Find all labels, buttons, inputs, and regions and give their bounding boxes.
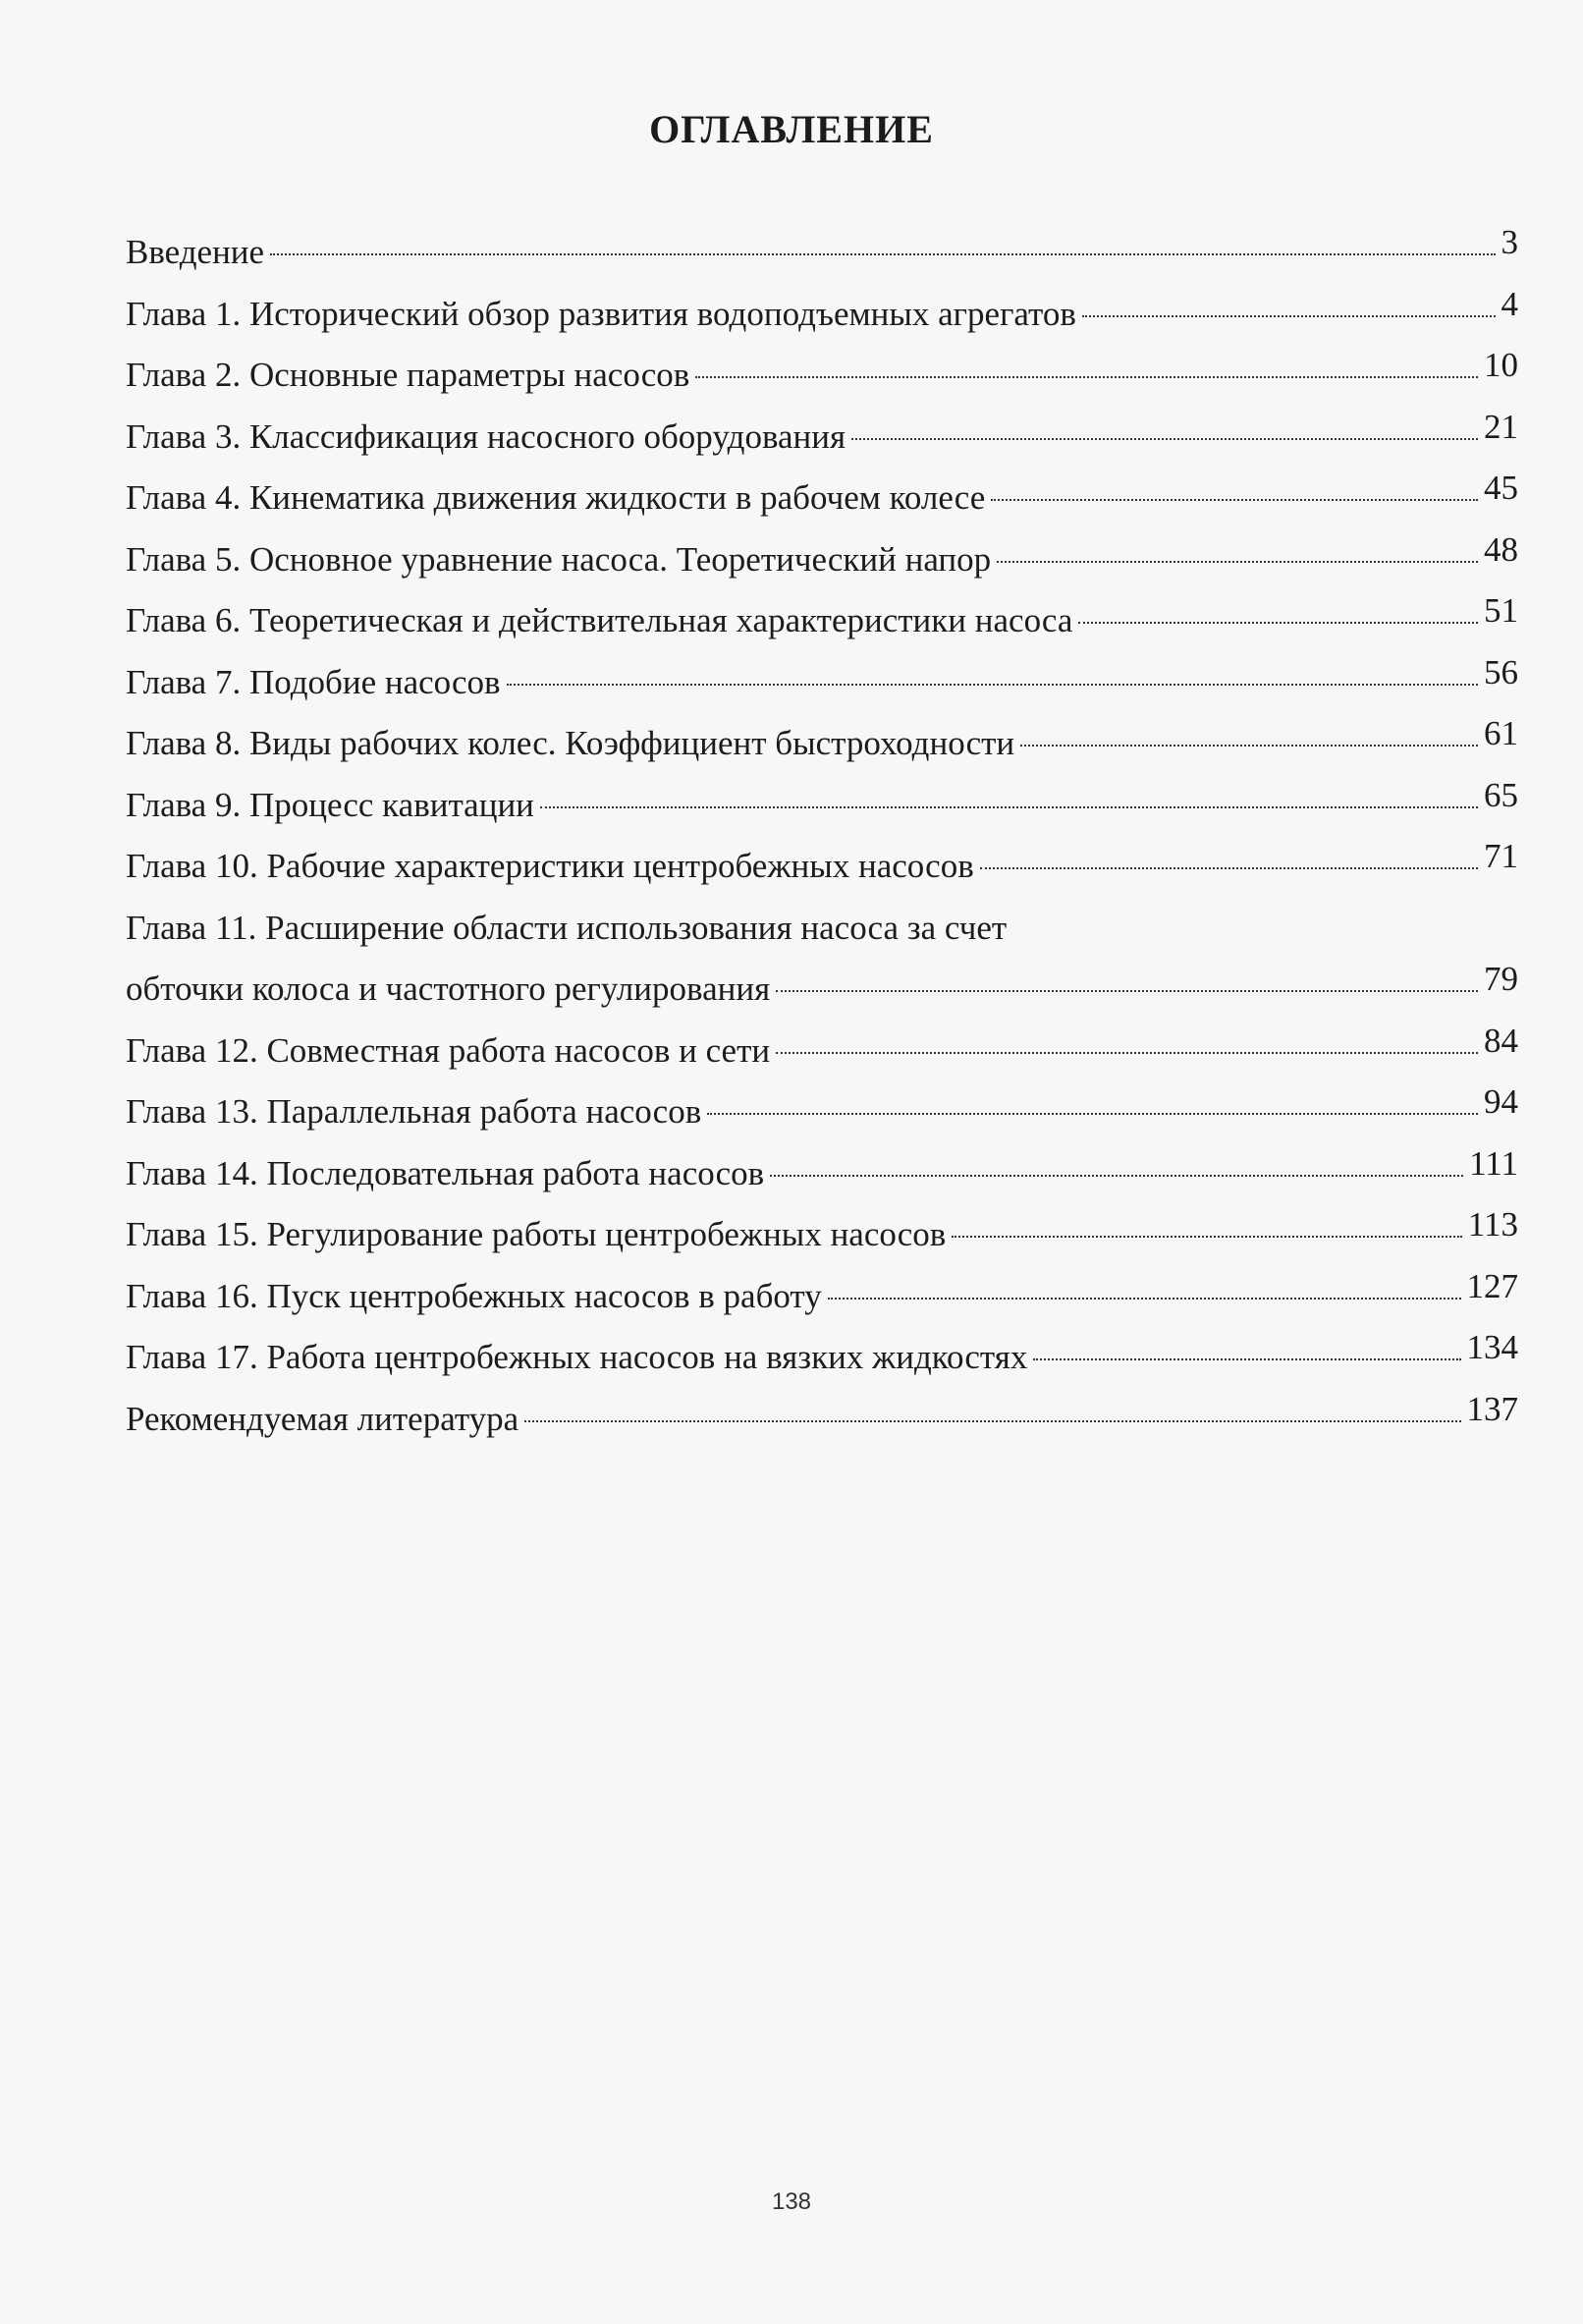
toc-entry-page: 127: [1466, 1266, 1518, 1305]
toc-entry-introduction: [126, 222, 1518, 284]
dot-leader: [997, 561, 1478, 563]
toc-entry-title: Глава 15. Регулирование работы центробежных насосов: [126, 1215, 947, 1253]
toc-entry-title: Глава 8. Виды рабочих колес. Коэффициент быстроходности: [126, 724, 1015, 762]
toc-entry-title: Глава 4. Кинематика движения жидкости в рабочем колесе: [126, 478, 986, 517]
page-title: ОГЛАВЛЕНИЕ: [649, 107, 934, 151]
dot-leader: [851, 438, 1478, 440]
toc-entry-title: Глава 2. Основные параметры насосов: [126, 356, 690, 394]
dot-leader: [776, 990, 1478, 992]
toc-entry-chapter-13: [126, 1081, 1518, 1143]
toc-entry-chapter-9: [126, 775, 1518, 837]
toc-entry-title: Глава 17. Работа центробежных насосов на вязких жидкостях: [126, 1338, 1028, 1376]
toc-entry-title: Глава 7. Подобие насосов: [126, 662, 501, 701]
toc-entry-page: 94: [1484, 1082, 1518, 1121]
toc-entry-references: [126, 1389, 1518, 1451]
dot-leader: [707, 1113, 1478, 1115]
toc-entry-title: Глава 10. Рабочие характеристики центробежных насосов: [126, 847, 974, 885]
toc-entry-title: Глава 9. Процесс кавитации: [126, 785, 534, 824]
toc-entry-chapter-6: [126, 590, 1518, 652]
toc-entry-title: Введение: [126, 233, 265, 271]
toc-entry-chapter-12: [126, 1021, 1518, 1082]
toc-entry-title: Глава 6. Теоретическая и действительная характеристики насоса: [126, 601, 1073, 639]
toc-entry-page: 61: [1484, 714, 1518, 752]
toc-entry-chapter-1: [126, 284, 1518, 346]
dot-leader: [1082, 315, 1496, 317]
toc-entry-title: Глава 5. Основное уравнение насоса. Теоретический напор: [126, 539, 992, 579]
dot-leader: [1078, 622, 1478, 624]
toc-entry-chapter-5: [126, 529, 1518, 591]
toc-entry-chapter-7: [126, 652, 1518, 714]
dot-leader: [980, 867, 1478, 869]
toc-entry-page: 21: [1484, 407, 1518, 446]
dot-leader: [540, 806, 1478, 808]
toc-entry-page: 134: [1466, 1328, 1518, 1366]
toc-entry-chapter-14: [126, 1143, 1518, 1205]
toc-entry-page: 111: [1469, 1143, 1518, 1183]
toc-entry-page: 56: [1484, 652, 1518, 692]
toc-entry-title: Глава 14. Последовательная работа насосов: [126, 1153, 765, 1192]
toc-entry-page: 3: [1501, 223, 1518, 261]
toc-entry-title: Глава 1. Исторический обзор развития водоподъемных агрегатов: [126, 294, 1076, 333]
toc-entry-title: Глава 3. Классификация насосного оборудования: [126, 416, 846, 456]
toc-entry-page: 65: [1484, 775, 1518, 814]
toc-entry-continuation: [126, 959, 1518, 1021]
table-of-contents: [126, 222, 1518, 1450]
dot-leader: [991, 499, 1478, 501]
toc-entry-page: 71: [1484, 837, 1518, 875]
toc-entry-page: 10: [1484, 346, 1518, 384]
toc-entry-title: Глава 16. Пуск центробежных насосов в работу: [126, 1276, 822, 1315]
dot-leader: [828, 1298, 1461, 1300]
toc-entry-page: 79: [1484, 960, 1518, 998]
toc-entry-chapter-8: [126, 713, 1518, 775]
toc-entry-title-continuation: обточки колоса и частотного регулирования: [126, 969, 771, 1008]
toc-entry-chapter-10: [126, 836, 1518, 898]
toc-entry-page: 4: [1501, 284, 1518, 323]
toc-entry-title: Глава 13. Параллельная работа насосов: [126, 1092, 702, 1131]
toc-entry-title: Глава 12. Совместная работа насосов и сети: [126, 1030, 771, 1070]
page-number: 138: [771, 2188, 812, 2215]
dot-leader: [1033, 1358, 1460, 1360]
toc-entry-page: 48: [1484, 529, 1518, 569]
dot-leader: [770, 1175, 1463, 1177]
toc-entry-chapter-4: [126, 468, 1518, 529]
dot-leader: [776, 1052, 1478, 1054]
dot-leader: [507, 684, 1478, 686]
toc-entry-chapter-16: [126, 1266, 1518, 1328]
toc-entry-page: 137: [1466, 1389, 1518, 1428]
toc-entry-page: 51: [1484, 591, 1518, 630]
toc-entry-page: 113: [1467, 1205, 1518, 1244]
toc-entry-title: Глава 11. Расширение области использования насоса за счет: [126, 908, 1008, 947]
toc-entry-chapter-17: [126, 1327, 1518, 1389]
dot-leader: [270, 253, 1495, 255]
toc-entry-chapter-2: [126, 345, 1518, 407]
toc-entry-title: Рекомендуемая литература: [126, 1399, 519, 1438]
dot-leader: [524, 1420, 1460, 1422]
toc-entry-chapter-11: [126, 898, 1518, 1021]
dot-leader: [952, 1236, 1461, 1238]
toc-entry-chapter-15: [126, 1204, 1518, 1266]
dot-leader: [695, 376, 1478, 378]
toc-entry-page: 84: [1484, 1021, 1518, 1060]
dot-leader: [1020, 745, 1478, 747]
toc-entry-chapter-3: [126, 407, 1518, 469]
toc-entry-page: 45: [1484, 469, 1518, 507]
